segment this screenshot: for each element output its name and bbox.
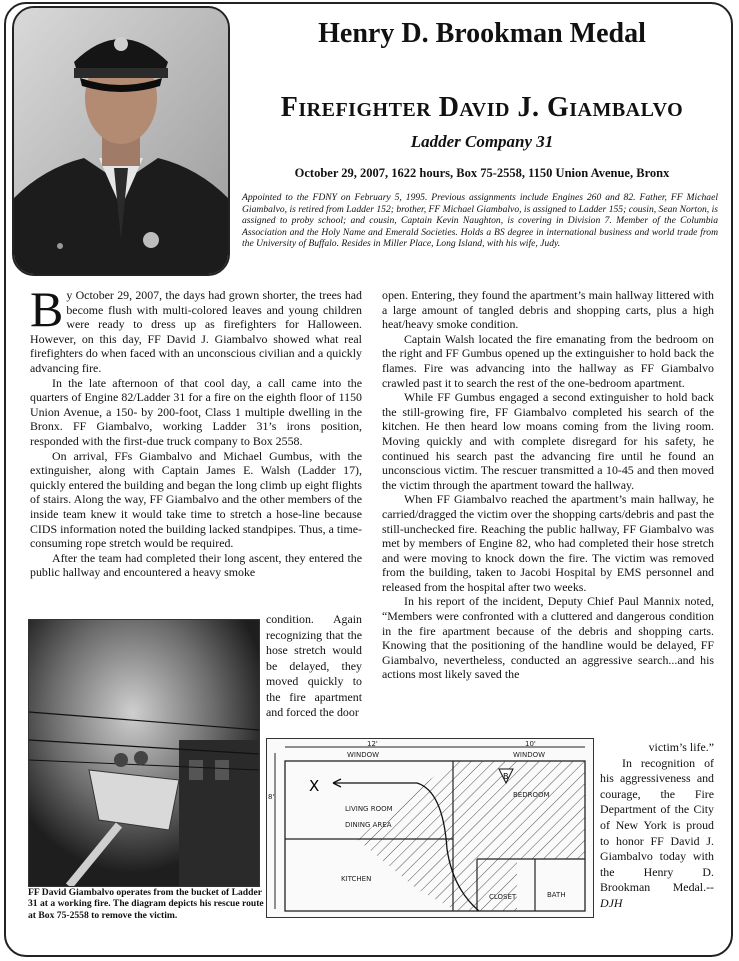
fire-marker: B (503, 772, 509, 781)
window-label-1: WINDOW (347, 751, 380, 759)
incident-line: October 29, 2007, 1622 hours, Box 75-2558, 1150 Union Avenue, Bronx (294, 166, 670, 180)
room-kitchen: KITCHEN (341, 875, 372, 883)
paragraph-3: On arrival, FFs Giambalvo and Michael Gumbus, with the extinguisher, along with Captain James E. Walsh (Ladder 17), quickly entered the building and began the long climb up eight flights of stairs. Along the way, FF Giambalvo and the other members of the inside team knew it would take time to stretch a hose-line because CIDS information noted the building lacked standpipes. Thus, a time-consuming rope stretch would be required. (30, 448, 362, 551)
rescue-route-diagram (266, 738, 594, 918)
drop-cap: B (30, 281, 64, 337)
paragraph-7: While FF Gumbus engaged a second extinguisher to hold back the still-growing fire, FF Giambalvo completed his search of the kitchen. He then heard low moans coming from the living room. Moving quickly and with complete disregard for his safety, he continued his search past the advancing fire until he found an unconscious victim. The rescuer transmitted a 10-45 and then moved the victim through the apartment toward the hallway. (382, 390, 714, 492)
room-living-room: LIVING ROOM (345, 805, 393, 813)
room-bath: BATH (547, 891, 566, 899)
dimension-right-label: 10' (525, 740, 536, 748)
article-column-left (30, 281, 362, 580)
window-label-2: WINDOW (513, 751, 546, 759)
article-column-right-continued (600, 740, 714, 912)
paragraph-5: open. Entering, they found the apartment’s main hallway littered with a large amount of tangled debris and shopping carts, plus a high heat/heavy smoke condition. (382, 288, 714, 332)
honoree-name: Firefighter David J. Giambalvo (280, 92, 684, 123)
article-column-right (382, 288, 714, 682)
paragraph-4-continued: condition. Again recognizing that the hose stretch would be delayed, they moved quickly to the fire apartment and forced the door (266, 612, 362, 719)
paragraph-9: In his report of the incident, Deputy Chief Paul Mannix noted, “Members were confronted with a cluttered and dangerous condition in the fire apartment because of the debris and shopping carts. Knowing that the positioning of the handline would be delayed, FF Giambalvo, nevertheless, conducted an aggressive search...and his actions most likely saved the (382, 594, 714, 682)
firefighter-portrait (12, 6, 230, 276)
company-name: Ladder Company 31 (410, 132, 554, 151)
paragraph-9-continued: victim’s life.” (648, 740, 714, 754)
room-closet: CLOSET (489, 893, 517, 901)
paragraph-6: Captain Walsh located the fire emanating from the bedroom on the right and FF Gumbus opened up the extinguisher to hold back the flames. Fire was advancing into the hallway as FF Giambalvo crawled past it to search the rest of the one-bedroom apartment. (382, 331, 714, 390)
dimension-side-label: 8' (268, 793, 275, 801)
bucket-fire-photo (28, 619, 260, 887)
paragraph-4: After the team had completed their long ascent, they entered the public hallway and encountered a heavy smoke (30, 550, 362, 580)
dimension-left-label: 12' (367, 740, 378, 748)
photo-caption: FF David Giambalvo operates from the bucket of Ladder 31 at a working fire. The diagram depicts his rescue route at Box 75-2558 to remove the victim. (28, 887, 264, 921)
paragraph-1: y October 29, 2007, the days had grown shorter, the trees had become flush with multi-colored leaves and young children were ready to dress up as firefighters for Halloween. However, on this day, FF David J. Giambalvo showed what real firefighters do when faced with an unconscious civilian and a quickly advancing fire. (30, 288, 362, 375)
author-initials: DJH (600, 895, 623, 910)
medal-title: Henry D. Brookman Medal (318, 18, 646, 49)
bio-paragraph: Appointed to the FDNY on February 5, 1995. Previous assignments include Engines 260 and 82. Father, FF Michael Giambalvo, is retired from Ladder 152; brother, FF Michael Giambalvo, is assigned to Ladder 155; cousin, Sean Norton, is assigned to proby school; and cousin, Captain Kevin Naughton, is covering in Division 7. Member of the Columbia Association and the Holy Name and Emerald Societies. Holds a BS degree in international business and world trade from the University of Buffalo. Resides in Miller Place, Long Island, with his wife, Judy. (242, 192, 718, 250)
article-column-left-continued (266, 612, 362, 721)
room-bedroom: BEDROOM (513, 791, 550, 799)
paragraph-8: When FF Giambalvo reached the apartment’s main hallway, he carried/dragged the victim over the shopping carts/debris and past the still-unchecked fire. Reaching the public hallway, FF Giambalvo was met by members of Engine 82, who had completed their hose stretch and were moving to knock down the fire. The victim was removed from the building, taken to Jacobi Hospital by EMS personnel and released from the hospital after two weeks. (382, 492, 714, 594)
paragraph-10: In recognition of his aggressiveness and courage, the Fire Department of the City of New York is proud to honor FF David J. Giambalvo today with the Henry D. Brookman Medal.--DJH (600, 755, 714, 910)
paragraph-2: In the late afternoon of that cool day, a call came into the quarters of Engine 82/Ladder 31 for a fire on the eighth floor of 1150 Union Avenue, a 150- by 200-foot, Class 1 multiple dwelling in the Bronx. FF Giambalvo, working Ladder 31’s irons position, responded with the first-due truck company to Box 2558. (30, 375, 362, 448)
victim-marker: X (309, 777, 320, 795)
room-dining-area: DINING AREA (345, 821, 392, 829)
